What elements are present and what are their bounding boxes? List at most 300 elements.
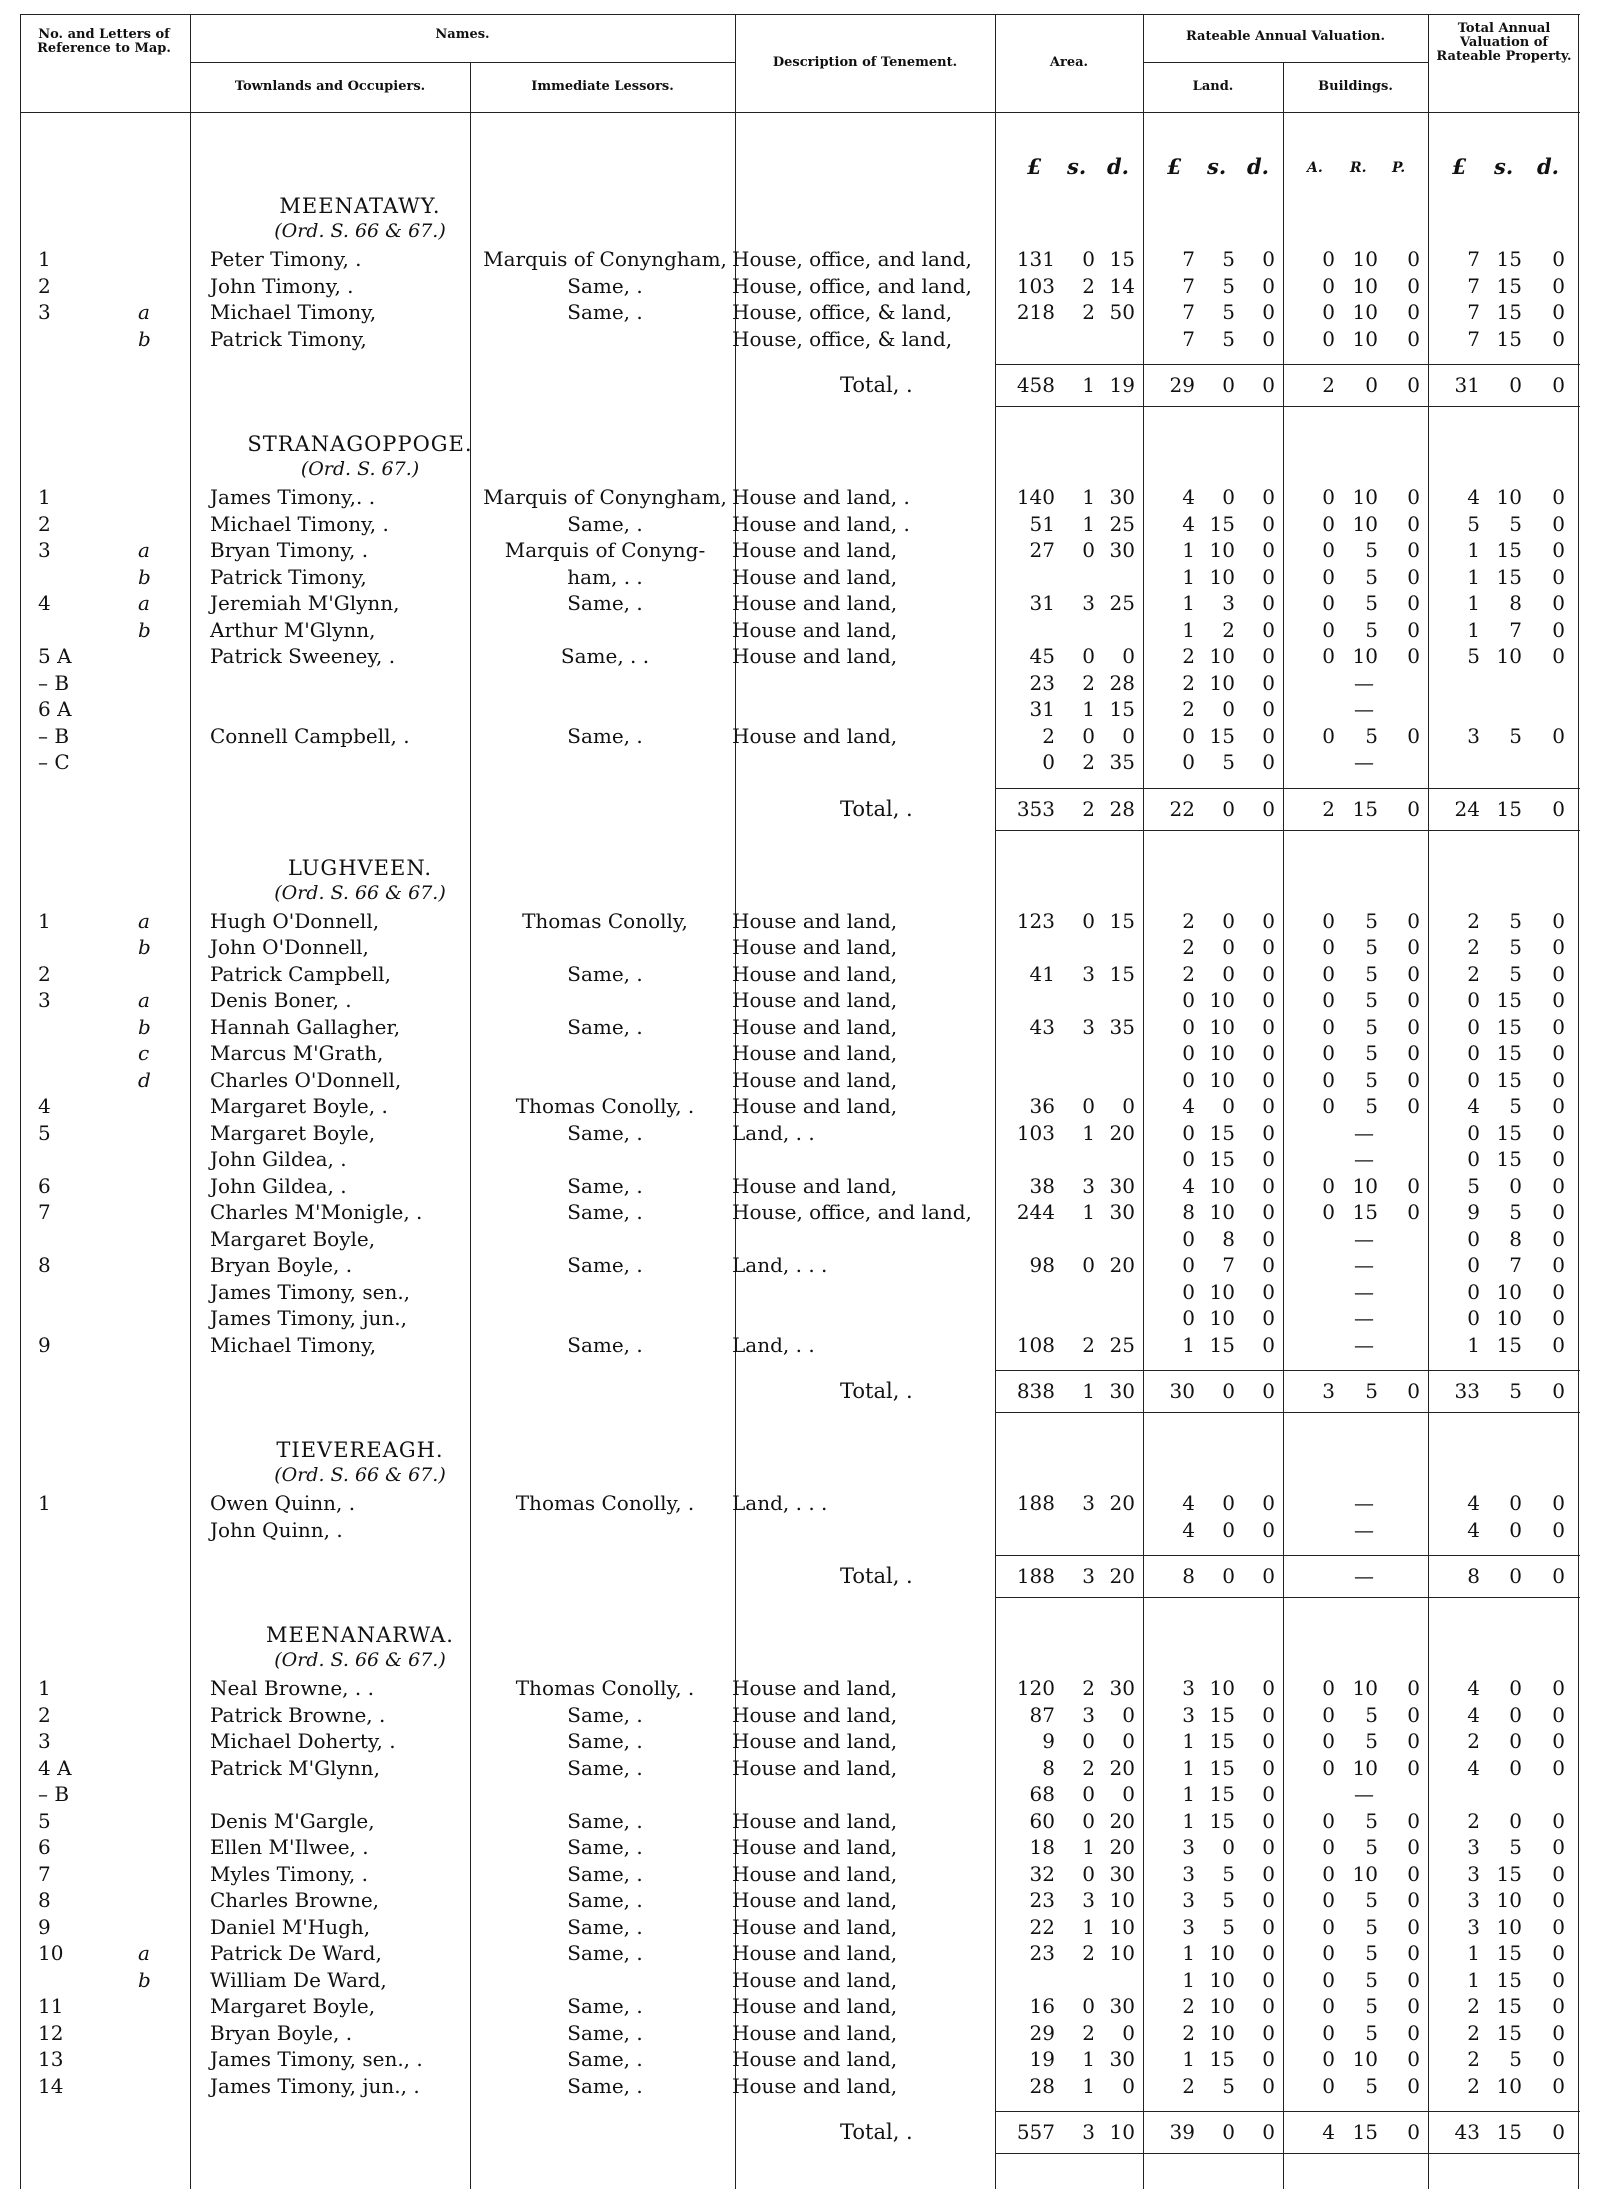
occupier: Hannah Gallagher, [210,1014,401,1039]
total-area: 188 [1016,1564,1055,1588]
land-value: 2 [1182,908,1195,933]
tenement-description: Land, . . . [732,1253,828,1277]
ref-number: 6 [38,1173,51,1198]
ref-number: 7 [38,1200,51,1224]
occupier: Charles O'Donnell, [210,1067,402,1092]
total-value: 0 [1552,1517,1565,1542]
table-row [20,484,1580,511]
total-value: 0 [1467,1147,1480,1171]
buildings-value: 0 [1322,1835,1335,1859]
area-value: 22 [1029,1914,1055,1939]
tenement-description: House and land, [732,1914,898,1939]
buildings-value: 0 [1322,1041,1335,1065]
ref-letter: b [138,1014,151,1039]
area-value: 0 [1082,723,1095,748]
occupier: John O'Donnell, [210,935,369,959]
total-value: 5 [1509,723,1522,748]
occupier: Arthur M'Glynn, [210,617,376,642]
townland-title: STRANAGOPPOGE. [247,432,473,456]
buildings-value: 5 [1365,591,1378,615]
table-row [20,511,1580,538]
buildings-value: 0 [1322,935,1335,959]
land-value: 0 [1182,1306,1195,1330]
ordnance-sheet: (Ord. S. 67.) [300,458,420,480]
ordnance-sheet: (Ord. S. 66 & 67.) [274,1464,446,1486]
table-row [20,1332,1580,1359]
buildings-value: — [1354,1120,1374,1145]
area-value: 0 [1122,1729,1135,1753]
area-value: 140 [1016,485,1055,509]
land-value: 15 [1209,1702,1235,1727]
buildings-value: 10 [1352,2047,1378,2071]
total-valuation: 0 [1509,373,1522,397]
total-value: 15 [1496,300,1522,324]
area-value: 131 [1016,247,1055,271]
total-buildings: 0 [1407,796,1420,821]
area-value: 23 [1029,670,1055,695]
total-value: 0 [1552,1332,1565,1357]
land-value: 0 [1182,1067,1195,1092]
total-value: 15 [1496,2020,1522,2045]
land-value: 0 [1262,617,1275,642]
area-value: 1 [1082,1200,1095,1224]
land-value: 0 [1262,2073,1275,2098]
lessor: ham, . . [567,564,643,589]
buildings-value: 0 [1322,538,1335,562]
land-value: 0 [1262,1941,1275,1965]
table-row [20,696,1580,723]
area-value: 0 [1122,1782,1135,1806]
total-land: 0 [1222,796,1235,821]
area-value: 1 [1082,2073,1095,2098]
occupier: Patrick Timony, [210,326,367,351]
total-label: Total, . [840,1379,913,1403]
occupier: Bryan Boyle, . [210,1253,353,1277]
occupier: Michael Timony, [210,1332,377,1357]
ref-number: 9 [38,1332,51,1357]
area-value: 43 [1029,1014,1055,1039]
total-value: 2 [1467,2073,1480,2098]
land-value: 4 [1182,1517,1195,1542]
area-value: 0 [1082,1782,1095,1806]
total-buildings: 5 [1365,1379,1378,1403]
occupier: Bryan Boyle, . [210,2020,353,2045]
buildings-value: — [1354,1517,1374,1542]
land-value: 0 [1262,1332,1275,1357]
buildings-value: 10 [1352,1173,1378,1198]
land-value: 0 [1182,1041,1195,1065]
land-value: 2 [1222,617,1235,642]
tenement-description: House and land, [732,988,898,1012]
total-label: Total, . [840,373,913,397]
area-value: 29 [1029,2020,1055,2045]
buildings-value: — [1354,750,1374,774]
total-land: 0 [1222,2120,1235,2144]
land-value: 2 [1182,644,1195,668]
total-land: 22 [1169,796,1195,821]
table-row [20,1755,1580,1782]
buildings-value: 0 [1407,1888,1420,1912]
area-value: 45 [1029,644,1055,668]
total-value: 3 [1467,1835,1480,1859]
area-value: 15 [1109,908,1135,933]
total-value: 3 [1467,723,1480,748]
total-value: 7 [1467,300,1480,324]
land-value: 15 [1209,723,1235,748]
ref-number: 3 [38,988,51,1012]
area-value: 218 [1016,300,1055,324]
unit-label: £ [1027,154,1042,179]
area-value: 2 [1082,1941,1095,1965]
buildings-value: 0 [1322,247,1335,271]
buildings-value: 0 [1407,273,1420,298]
area-value: 0 [1082,1729,1095,1753]
buildings-value: 10 [1352,247,1378,271]
total-value: 0 [1552,1200,1565,1224]
buildings-value: 10 [1352,300,1378,324]
table-row [20,564,1580,591]
buildings-value: — [1354,697,1374,721]
ref-number: 14 [38,2073,64,2098]
ref-number: 4 A [38,1755,72,1780]
lessor: Same, . [567,961,643,986]
land-value: 10 [1209,1676,1235,1700]
total-value: 0 [1552,1067,1565,1092]
buildings-value: 0 [1322,1941,1335,1965]
table-row [20,1199,1580,1226]
total-buildings: 0 [1365,373,1378,397]
total-value: 0 [1552,908,1565,933]
area-value: 108 [1016,1332,1055,1357]
total-value: 10 [1496,1279,1522,1304]
occupier: Michael Timony, [210,300,377,324]
unit-label: £ [1167,154,1182,179]
table-row [20,643,1580,670]
area-value: 38 [1029,1173,1055,1198]
area-value: 25 [1109,511,1135,536]
area-value: 15 [1109,247,1135,271]
total-value: 0 [1552,511,1565,536]
ref-number: 12 [38,2020,64,2045]
occupier: John Timony, . [210,273,354,298]
buildings-value: 5 [1365,908,1378,933]
area-value: 30 [1109,1861,1135,1886]
lessor: Marquis of Conyngham, [483,247,727,271]
total-value: 3 [1467,1888,1480,1912]
area-value: 9 [1042,1729,1055,1753]
occupier: Patrick Sweeney, . [210,644,396,668]
land-value: 0 [1262,697,1275,721]
total-value: 3 [1467,1914,1480,1939]
total-value: 10 [1496,1914,1522,1939]
tenement-description: House and land, . [732,511,910,536]
area-value: 98 [1029,1253,1055,1277]
total-value: 0 [1552,1173,1565,1198]
table-row [20,1067,1580,1094]
total-area: 838 [1016,1379,1055,1403]
buildings-value: 0 [1322,961,1335,986]
buildings-value: 5 [1365,1729,1378,1753]
land-value: 10 [1209,1200,1235,1224]
ref-number: 2 [38,511,51,536]
total-value: 4 [1467,1676,1480,1700]
buildings-value: 5 [1365,617,1378,642]
total-rule-top [995,1370,1580,1371]
total-value: 5 [1509,1094,1522,1118]
total-rule-bottom [995,406,1580,407]
rule-header-bottom [20,112,1580,113]
ref-number: 8 [38,1888,51,1912]
buildings-value: — [1354,1147,1374,1171]
occupier: Michael Timony, . [210,511,389,536]
land-value: 10 [1209,1941,1235,1965]
total-value: 0 [1552,1994,1565,2018]
area-value: 30 [1109,2047,1135,2071]
total-value: 15 [1496,1067,1522,1092]
land-value: 0 [1222,1491,1235,1515]
table-row [20,1279,1580,1306]
land-value: 0 [1262,1835,1275,1859]
total-value: 15 [1496,1332,1522,1357]
area-value: 35 [1109,1014,1135,1039]
total-value: 0 [1552,988,1565,1012]
buildings-value: 0 [1407,564,1420,589]
buildings-value: 0 [1322,511,1335,536]
total-area: 353 [1016,796,1055,821]
total-buildings: 15 [1352,796,1378,821]
lessor: Same, . [567,1729,643,1753]
area-value: 1 [1082,511,1095,536]
ref-letter: b [138,617,151,642]
occupier: Margaret Boyle, [210,1994,376,2018]
buildings-value: 0 [1322,300,1335,324]
total-rule-top [995,1555,1580,1556]
total-value: 7 [1467,247,1480,271]
total-area: 20 [1109,1564,1135,1588]
total-value: 0 [1467,1226,1480,1251]
buildings-value: 0 [1407,1808,1420,1833]
lessor: Thomas Conolly, . [515,1094,695,1118]
total-value: 1 [1467,564,1480,589]
lessor: Same, . [567,300,643,324]
tenement-description: House and land, [732,2047,898,2071]
land-value: 0 [1262,1147,1275,1171]
table-row [20,934,1580,961]
area-value: 0 [1082,1253,1095,1277]
area-value: 25 [1109,1332,1135,1357]
land-value: 0 [1222,1094,1235,1118]
hdr-names: Names. [435,27,490,42]
total-value: 4 [1467,1517,1480,1542]
table-row [20,1675,1580,1702]
area-value: 2 [1082,273,1095,298]
ref-number: 5 A [38,644,72,668]
lessor: Same, . [567,1888,643,1912]
ref-number: – B [38,670,70,695]
land-value: 0 [1262,1676,1275,1700]
total-valuation: 0 [1552,796,1565,821]
table-row [20,1305,1580,1332]
buildings-value: 0 [1322,1067,1335,1092]
hdr-land: Land. [1192,79,1234,94]
ref-number: 6 A [38,697,72,721]
land-value: 3 [1182,1914,1195,1939]
buildings-value: 0 [1407,485,1420,509]
total-value: 4 [1467,1491,1480,1515]
land-value: 5 [1222,326,1235,351]
buildings-value: 5 [1365,1914,1378,1939]
total-row [20,1563,1580,1590]
hdr-area: Area. [1049,55,1089,70]
land-value: 0 [1222,935,1235,959]
buildings-value: 5 [1365,1967,1378,1992]
occupier: Peter Timony, . [210,247,362,271]
table-row [20,1040,1580,1067]
total-valuation: 15 [1496,796,1522,821]
ref-number: 4 [38,1094,51,1118]
area-value: 20 [1109,1835,1135,1859]
total-land: 0 [1222,1564,1235,1588]
tenement-description: Land, . . [732,1120,815,1145]
total-land: 8 [1182,1564,1195,1588]
tenement-description: House and land, [732,1041,898,1065]
ordnance-sheet: (Ord. S. 66 & 67.) [274,1649,446,1671]
unit-label: d. [1247,154,1269,179]
occupier: Daniel M'Hugh, [210,1914,371,1939]
ref-letter: a [138,1941,150,1965]
tenement-description: House, office, & land, [732,326,953,351]
land-value: 0 [1262,1014,1275,1039]
lessor: Same, . [567,1835,643,1859]
tenement-description: House and land, [732,961,898,986]
land-value: 7 [1182,247,1195,271]
tenement-description: House and land, [732,1755,898,1780]
land-value: 5 [1222,247,1235,271]
buildings-value: 0 [1407,1941,1420,1965]
total-value: 0 [1509,1808,1522,1833]
ref-number: 11 [38,1994,64,2018]
area-value: 18 [1029,1835,1055,1859]
buildings-value: 5 [1365,1808,1378,1833]
table-row [20,2020,1580,2047]
land-value: 3 [1182,1861,1195,1886]
table-row [20,617,1580,644]
buildings-value: 5 [1365,538,1378,562]
lessor: Same, . [567,1120,643,1145]
total-land: 0 [1262,373,1275,397]
buildings-value: 0 [1407,1835,1420,1859]
buildings-value: 15 [1352,1200,1378,1224]
land-value: 7 [1182,326,1195,351]
hdr-buildings: Buildings. [1318,79,1393,94]
total-value: 2 [1467,2047,1480,2071]
lessor: Same, . [567,1994,643,2018]
buildings-value: 0 [1322,1729,1335,1753]
ref-letter: c [138,1041,150,1065]
total-value: 0 [1552,300,1565,324]
total-value: 5 [1509,935,1522,959]
land-value: 0 [1262,1808,1275,1833]
land-value: 10 [1209,644,1235,668]
land-value: 1 [1182,1941,1195,1965]
land-value: 0 [1222,961,1235,986]
area-value: 60 [1029,1808,1055,1833]
buildings-value: 0 [1407,1041,1420,1065]
buildings-value: 0 [1407,2073,1420,2098]
buildings-value: 0 [1322,591,1335,615]
land-value: 0 [1262,670,1275,695]
land-value: 10 [1209,1994,1235,2018]
total-value: 7 [1467,326,1480,351]
area-value: 1 [1082,485,1095,509]
buildings-value: 5 [1365,935,1378,959]
total-value: 1 [1467,1332,1480,1357]
table-row [20,1226,1580,1253]
total-value: 0 [1552,935,1565,959]
land-value: 10 [1209,1967,1235,1992]
ref-number: – B [38,723,70,748]
area-value: 8 [1042,1755,1055,1780]
buildings-value: 0 [1407,247,1420,271]
total-valuation: 33 [1454,1379,1480,1403]
total-value: 0 [1509,1755,1522,1780]
total-buildings: 15 [1352,2120,1378,2144]
tenement-description: House and land, [732,1702,898,1727]
total-valuation: 0 [1552,373,1565,397]
area-value: 0 [1122,2073,1135,2098]
buildings-value: 0 [1322,1173,1335,1198]
occupier: Owen Quinn, . [210,1491,356,1515]
total-area: 1 [1082,1379,1095,1403]
buildings-value: 0 [1322,1888,1335,1912]
buildings-value: 0 [1322,1967,1335,1992]
unit-label: s. [1494,154,1514,179]
area-value: 103 [1016,1120,1055,1145]
buildings-value: 10 [1352,1755,1378,1780]
land-value: 0 [1262,961,1275,986]
unit-label: R. [1350,160,1367,176]
table-row [20,1940,1580,1967]
tenement-description: House and land, [732,1994,898,2018]
ref-number: 9 [38,1914,51,1939]
land-value: 2 [1182,697,1195,721]
total-value: 0 [1552,2047,1565,2071]
land-value: 0 [1262,1755,1275,1780]
total-value: 0 [1552,1888,1565,1912]
land-value: 0 [1182,1120,1195,1145]
ref-number: 2 [38,273,51,298]
total-label: Total, . [840,1564,913,1588]
occupier: Ellen M'Ilwee, . [210,1835,369,1859]
buildings-value: 0 [1407,935,1420,959]
buildings-value: 0 [1407,908,1420,933]
buildings-value: 0 [1322,273,1335,298]
land-value: 7 [1182,300,1195,324]
land-value: 0 [1262,1729,1275,1753]
land-value: 1 [1182,617,1195,642]
total-value: 5 [1509,511,1522,536]
area-value: 31 [1029,591,1055,615]
total-value: 0 [1552,1808,1565,1833]
townland-title: MEENATAWY. [279,194,441,218]
table-row [20,1861,1580,1888]
total-rule-bottom [995,2153,1580,2154]
buildings-value: 5 [1365,961,1378,986]
occupier: John Quinn, . [210,1517,343,1542]
buildings-value: 0 [1322,1676,1335,1700]
area-value: 103 [1016,273,1055,298]
land-value: 3 [1222,591,1235,615]
